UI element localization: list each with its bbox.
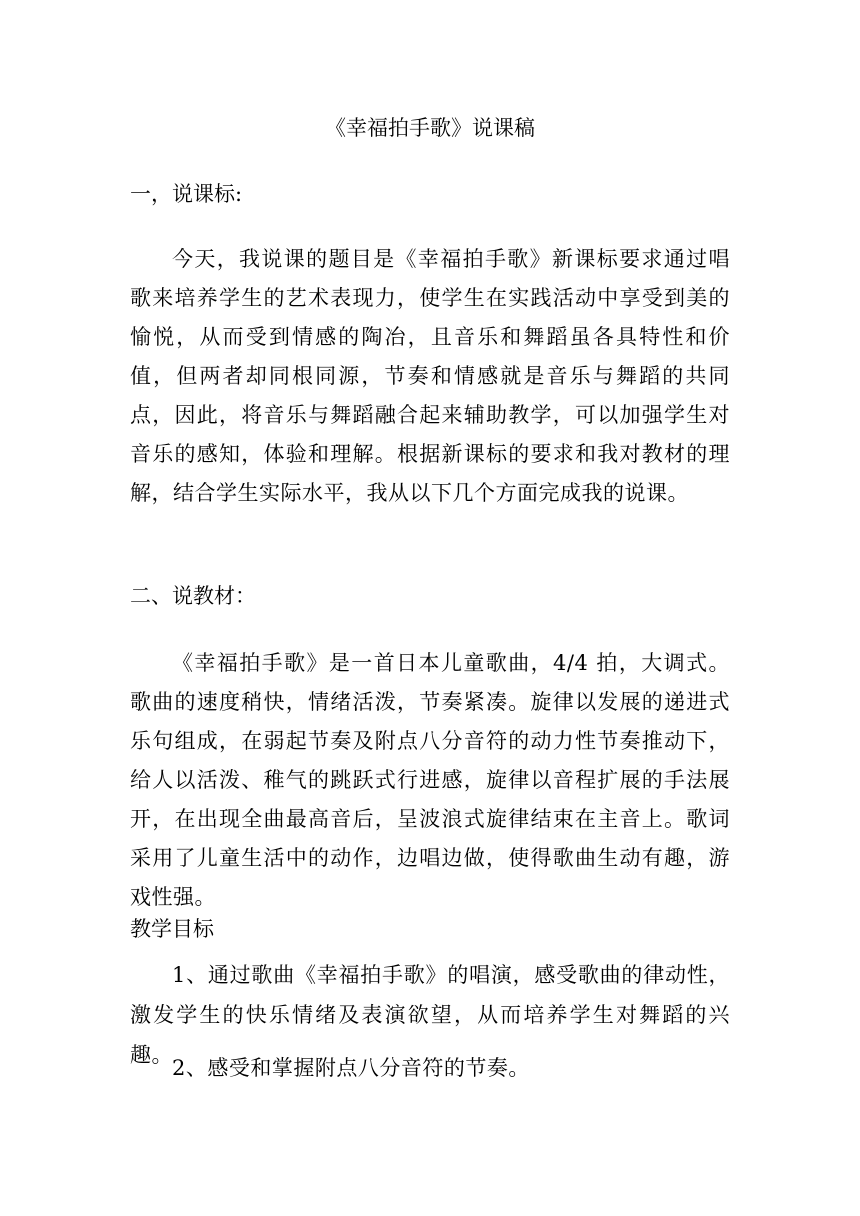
teaching-goal-2: 2、感受和掌握附点八分音符的节奏。 bbox=[172, 1056, 530, 1080]
section-heading-curriculum: 一，说课标: bbox=[130, 182, 243, 206]
paragraph-textbook: 《幸福拍手歌》是一首日本儿童歌曲，4/4 拍，大调式。歌曲的速度稍快，情绪活泼，节奏紧凑。旋律以发展的递进式乐句组成，在弱起节奏及附点八分音符的动力性节奏推动下，给人以活泼、稚气的跳跃式行进感，旋律以音程扩展的手法展开，在出现全曲最高音后，呈波浪式旋律结束在主音上。歌词采用了儿童生活中的动作，边唱边做，使得歌曲生动有趣，游戏性强。 bbox=[130, 651, 730, 909]
paragraph-curriculum: 今天，我说课的题目是《幸福拍手歌》新课标要求通过唱歌来培养学生的艺术表现力，使学生在实践活动中享受到美的愉悦，从而受到情感的陶冶，且音乐和舞蹈虽各具特性和价值，但两者却同根同源，节奏和情感就是音乐与舞蹈的共同点，因此，将音乐与舞蹈融合起来辅助教学，可以加强学生对音乐的感知，体验和理解。根据新课标的要求和我对教材的理解，结合学生实际水平，我从以下几个方面完成我的说课。 bbox=[130, 247, 730, 505]
teaching-goal-1: 1、通过歌曲《幸福拍手歌》的唱演，感受歌曲的律动性，激发学生的快乐情绪及表演欲望，从而培养学生对舞蹈的兴趣。 bbox=[130, 963, 730, 1067]
teaching-goals-heading: 教学目标 bbox=[130, 917, 214, 941]
section-heading-textbook: 二、说教材： bbox=[130, 584, 256, 608]
document-title: 《幸福拍手歌》说课稿 bbox=[325, 116, 535, 140]
